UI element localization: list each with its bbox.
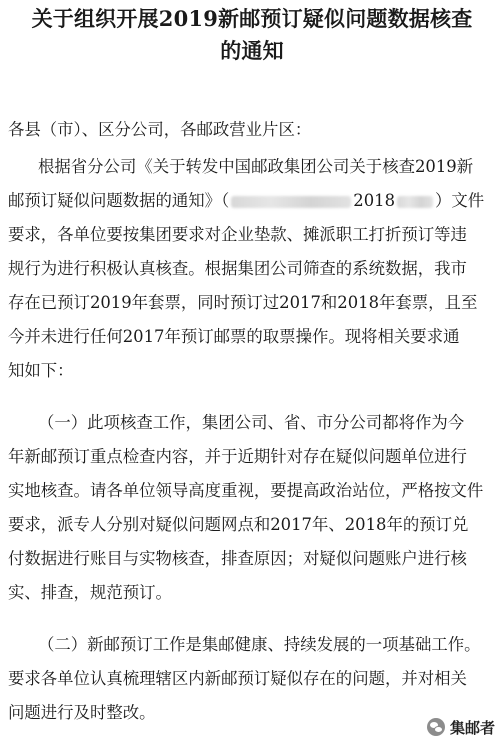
paragraph-1-line-6: 今并未进行任何2017年预订邮票的取票操作。现将相关要求通: [8, 327, 460, 346]
paragraph-2-line-5: 付数据进行账目与实物核查，排查原因；对疑似问题账户进行核: [8, 549, 467, 568]
paragraph-1-line-4: 规行为进行积极认真核查。根据集团公司筛查的系统数据，我市: [8, 259, 467, 278]
paragraph-2-line-4: 要求，派专人分别对疑似问题网点和2017年、2018年的预订兑: [8, 515, 469, 534]
salutation: 各县（市）、区分公司，各邮政营业片区：: [8, 120, 312, 139]
document-title-line-1: 关于组织开展2019新邮预订疑似问题数据核查: [31, 6, 473, 31]
redacted-region: [397, 196, 433, 208]
watermark-text: 集邮者: [449, 718, 495, 737]
paragraph-1-line-1: 根据省分公司《关于转发中国邮政集团公司关于核查2019新: [38, 157, 474, 176]
paragraph-1-line-7: 知如下：: [8, 361, 74, 380]
paragraph-2-line-2: 年新邮预订重点检查内容，并于近期针对存在疑似问题单位进行: [8, 447, 467, 466]
source-watermark: [424, 715, 498, 739]
document-title-line-2: 的通知: [220, 38, 284, 63]
paragraph-3-line-3: 问题进行及时整改。: [8, 703, 156, 722]
paragraph-2-line-1: （一）此项核查工作，集团公司、省、市分公司都将作为今: [38, 413, 465, 432]
paragraph-1-line-2: 邮预订疑似问题数据的通知》（ 2018 ）文件: [8, 191, 485, 210]
paragraph-3-line-2: 要求各单位认真梳理辖区内新邮预订疑似存在的问题，并对相关: [8, 669, 467, 688]
paragraph-1-line-3: 要求，各单位要按集团要求对企业垫款、摊派职工打折预订等违: [8, 225, 467, 244]
paragraph-2-line-6: 实、排查，规范预订。: [8, 583, 172, 602]
paragraph-2-line-3: 实地核查。请各单位领导高度重视，要提高政治站位，严格按文件: [8, 481, 484, 500]
paragraph-3-line-1: （二）新邮预订工作是集邮健康、持续发展的一项基础工作。: [38, 635, 481, 654]
paragraph-1-line-5: 存在已预订2019年套票，同时预订过2017和2018年套票，且至: [8, 293, 478, 312]
wechat-icon: [427, 718, 445, 736]
redacted-region: [231, 196, 351, 208]
